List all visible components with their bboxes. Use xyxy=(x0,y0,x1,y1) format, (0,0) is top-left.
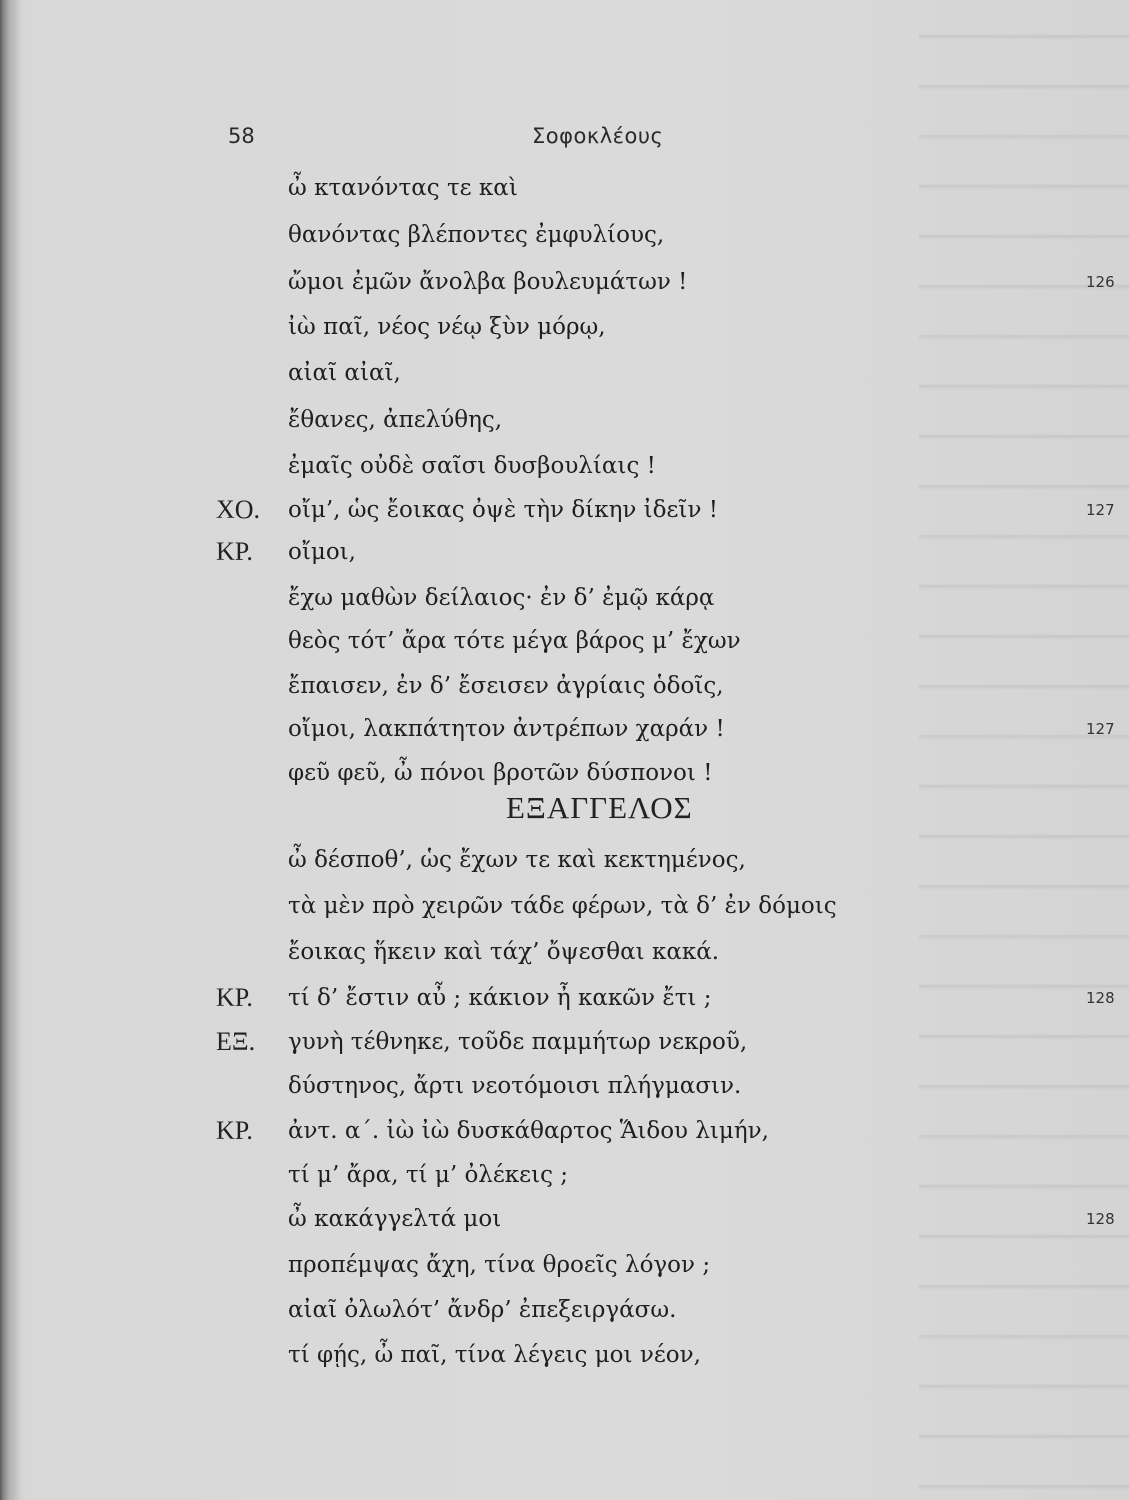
line-number: 126 xyxy=(1086,273,1115,291)
verse-text: τί φῄς, ὦ παῖ, τίνα λέγεις μοι νέον, xyxy=(288,1342,701,1368)
verse-text: ἔοικας ἥκειν καὶ τάχ’ ὄψεσθαι κακά. xyxy=(288,939,720,965)
verse-line xyxy=(0,932,1129,972)
verse-text: ὦ κτανόντας τε καὶ xyxy=(288,175,518,201)
verse-text: τί μ’ ἄρα, τί μ’ ὀλέκεις ; xyxy=(288,1162,569,1188)
verse-text: θεὸς τότ’ ἄρα τότε μέγα βάρος μ’ ἔχων xyxy=(288,628,741,654)
verse-line xyxy=(0,262,1129,302)
verse-line xyxy=(0,978,1129,1018)
verse-text: ἀντ. α΄. ἰὼ ἰὼ δυσκάθαρτος Ἅιδου λιμήν, xyxy=(288,1118,769,1144)
verse-text: αἰαῖ αἰαῖ, xyxy=(288,360,401,386)
verse-line xyxy=(0,753,1129,793)
speaker-label: ΧΟ. xyxy=(216,495,261,524)
verse-text: ἔπαισεν, ἐν δ’ ἔσεισεν ἀγρίαις ὁδοῖς, xyxy=(288,673,724,699)
verse-line xyxy=(0,400,1129,440)
page-number: 58 xyxy=(228,124,255,148)
verse-text: τί δ’ ἔστιν αὖ ; κάκιον ἦ κακῶν ἔτι ; xyxy=(288,985,712,1011)
verse-text: ἔθανες, ἀπελύθης, xyxy=(288,407,503,433)
verse-line xyxy=(0,621,1129,661)
verse-text: αἰαῖ ὀλωλότ’ ἄνδρ’ ἐπεξειργάσω. xyxy=(288,1297,677,1323)
verse-text: οἴμ’, ὡς ἔοικας ὀψὲ τὴν δίκην ἰδεῖν ! xyxy=(288,497,718,523)
verse-line xyxy=(0,709,1129,749)
verse-line xyxy=(0,353,1129,393)
verse-line xyxy=(0,446,1129,486)
line-number: 127 xyxy=(1086,720,1115,738)
verse-line xyxy=(0,307,1129,347)
verse-text: θανόντας βλέποντες ἐμφυλίους, xyxy=(288,222,665,248)
verse-text: ἐμαῖς οὐδὲ σαῖσι δυσβουλίαις ! xyxy=(288,453,656,479)
verse-line xyxy=(0,1199,1129,1239)
verse-line xyxy=(0,532,1129,572)
verse-text: φεῦ φεῦ, ὦ πόνοι βροτῶν δύσπονοι ! xyxy=(288,760,713,786)
verse-line xyxy=(0,886,1129,926)
verse-line xyxy=(0,168,1129,208)
verse-line xyxy=(0,666,1129,706)
speaker-label: ΚΡ. xyxy=(216,983,253,1012)
verse-text: ὦ κακάγγελτά μοι xyxy=(288,1206,502,1232)
verse-line xyxy=(0,1290,1129,1330)
verse-line xyxy=(0,840,1129,880)
verse-line xyxy=(0,215,1129,255)
verse-line xyxy=(0,1335,1129,1375)
verse-text: δύστηνος, ἄρτι νεοτόμοισι πλήγμασιν. xyxy=(288,1073,742,1099)
line-number: 127 xyxy=(1086,501,1115,519)
speaker-label: ΕΞ. xyxy=(216,1027,256,1056)
verse-line xyxy=(0,1111,1129,1151)
verse-text: οἴμοι, xyxy=(288,539,356,565)
running-head: Σοφοκλέους xyxy=(532,124,664,148)
verse-text: τὰ μὲν πρὸ χειρῶν τάδε φέρων, τὰ δ’ ἐν δόμοις xyxy=(288,893,837,919)
verse-text: προπέμψας ἄχη, τίνα θροεῖς λόγον ; xyxy=(288,1252,711,1278)
verse-line xyxy=(0,490,1129,530)
verse-line xyxy=(0,578,1129,618)
speaker-label: ΚΡ. xyxy=(216,537,253,566)
verse-line xyxy=(0,1022,1129,1062)
verse-text: οἴμοι, λακπάτητον ἀντρέπων χαράν ! xyxy=(288,716,725,742)
verse-text: γυνὴ τέθνηκε, τοῦδε παμμήτωρ νεκροῦ, xyxy=(288,1029,748,1055)
verse-text: ἰὼ παῖ, νέος νέῳ ξὺν μόρῳ, xyxy=(288,314,606,340)
verse-text: ἔχω μαθὼν δείλαιος· ἐν δ’ ἐμῷ κάρᾳ xyxy=(288,585,715,611)
verse-text: ὦ δέσποθ’, ὡς ἔχων τε καὶ κεκτημένος, xyxy=(288,847,746,873)
verse-text: ὤμοι ἐμῶν ἄνολβα βουλευμάτων ! xyxy=(288,269,688,295)
line-number: 128 xyxy=(1086,989,1115,1007)
speaker-label: ΚΡ. xyxy=(216,1116,253,1145)
verse-line xyxy=(0,1155,1129,1195)
verse-line xyxy=(0,1066,1129,1106)
line-number: 128 xyxy=(1086,1210,1115,1228)
section-heading: ΕΞΑΓΓΕΛΟΣ xyxy=(506,790,693,825)
verse-line xyxy=(0,1245,1129,1285)
